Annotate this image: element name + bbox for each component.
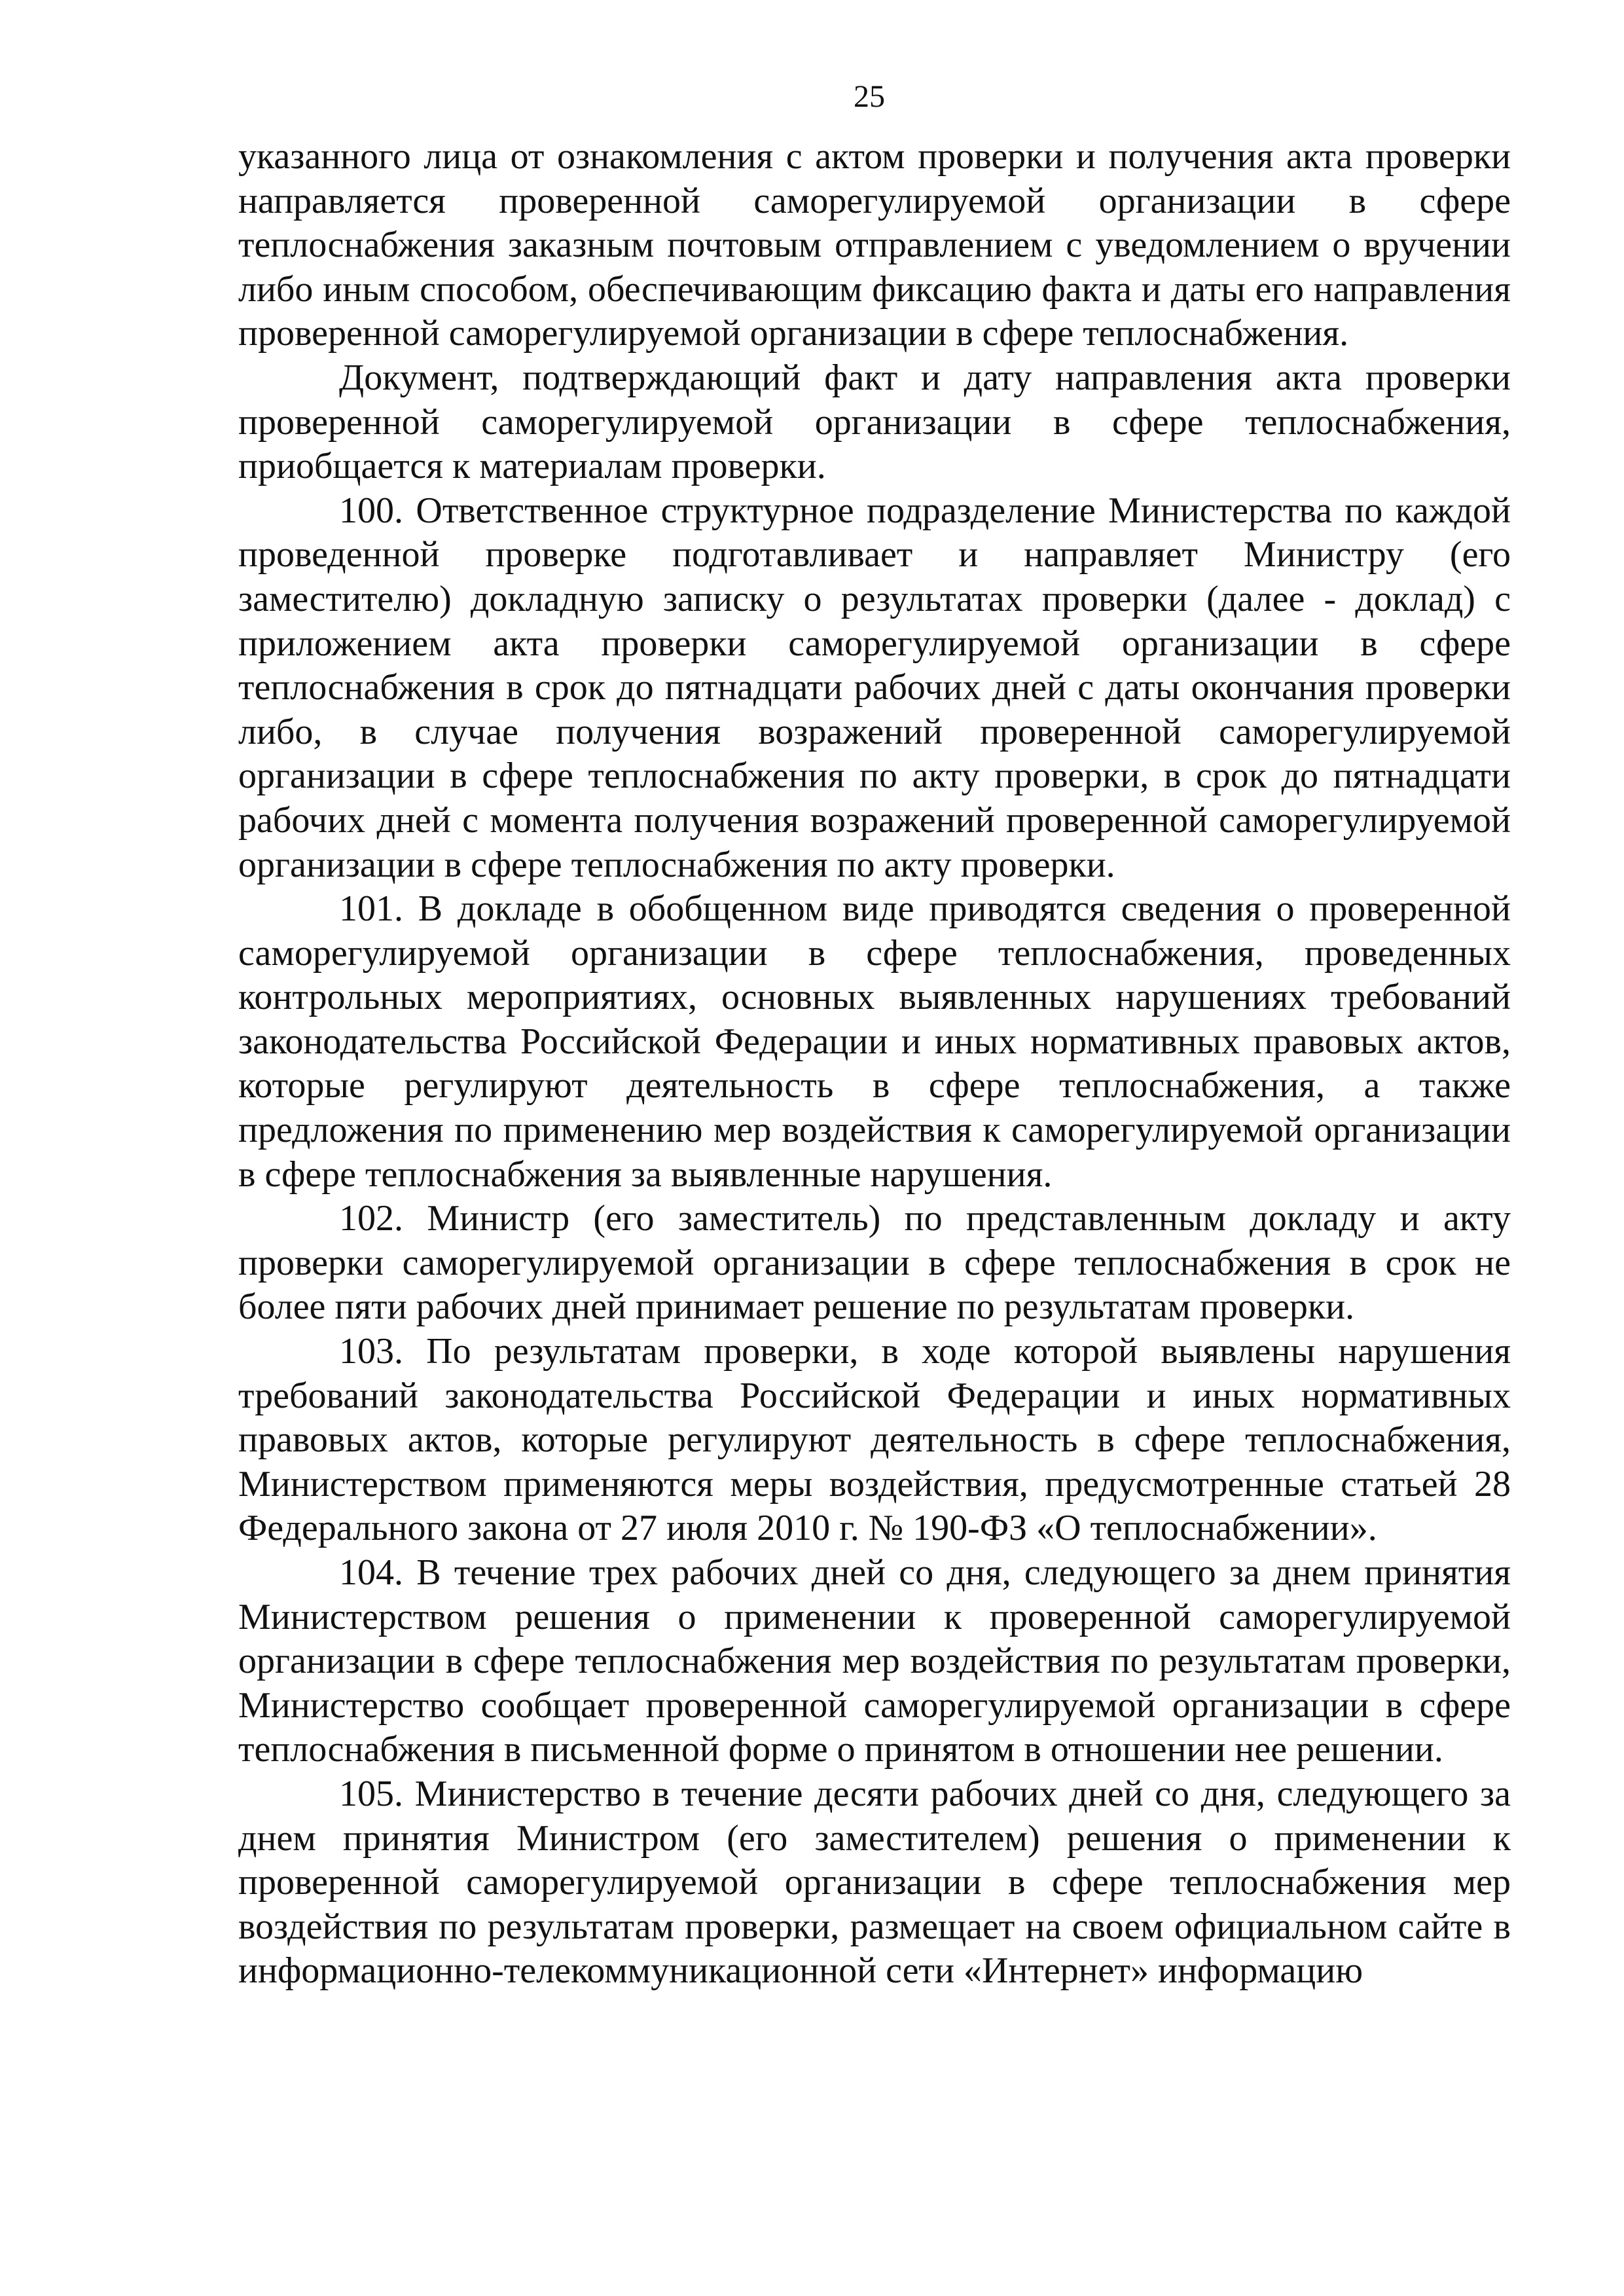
paragraph-number: 100.	[339, 490, 403, 531]
paragraph-text: Ответственное структурное подразделение Министерства по каждой проведенной проверке подготавливает и направляет Министру (его заместителю) докладную записку о результатах проверки (далее - доклад) с приложением акта проверки саморегулируемой организации в сфере теплоснабжения в срок до пятнадцати рабочих дней с даты окончания проверки либо, в случае получения возражений проверенной саморегулируемой организации в сфере теплоснабжения по акту проверки, в срок до пятнадцати рабочих дней с момента получения возражений проверенной саморегулируемой организации в сфере теплоснабжения по акту проверки.	[238, 490, 1511, 885]
paragraph-continuation	[238, 135, 1511, 356]
paragraph-number: 101.	[339, 888, 403, 930]
paragraph-text: Министерство в течение десяти рабочих дней со дня, следующего за днем принятия Министром (его заместителем) решения о применении к проверенной саморегулируемой организации в сфере теплоснабжения мер воздействия по результатам проверки, размещает на своем официальном сайте в информационно-телекоммуникационной сети «Интернет» информацию	[238, 1773, 1511, 1992]
paragraph-105	[238, 1772, 1511, 1994]
paragraph-text: Министр (его заместитель) по представленным докладу и акту проверки саморегулируемой организации в сфере теплоснабжения в срок не более пяти рабочих дней принимает решение по результатам проверки.	[238, 1198, 1511, 1328]
paragraph-100	[238, 489, 1511, 887]
paragraph-number: 104.	[339, 1552, 403, 1593]
paragraph-103	[238, 1330, 1511, 1551]
paragraph-text: По результатам проверки, в ходе которой выявлены нарушения требований законодательства Российской Федерации и иных нормативных правовых актов, которые регулируют деятельность в сфере теплоснабжения, Министерством применяются меры воздействия, предусмотренные статьей 28 Федерального закона от 27 июля 2010 г. № 190-ФЗ «О теплоснабжении».	[238, 1331, 1511, 1549]
paragraph-text: Документ, подтверждающий факт и дату направления акта проверки проверенной саморегулируемой организации в сфере теплоснабжения, приобщается к материалам проверки.	[238, 357, 1511, 487]
paragraph-text: В течение трех рабочих дней со дня, следующего за днем принятия Министерством решения о применении к проверенной саморегулируемой организации в сфере теплоснабжения мер воздействия по результатам проверки, Министерство сообщает проверенной саморегулируемой организации в сфере теплоснабжения в письменной форме о принятом в отношении нее решении.	[238, 1552, 1511, 1770]
document-body	[238, 135, 1511, 1994]
paragraph-101	[238, 887, 1511, 1197]
paragraph-102	[238, 1197, 1511, 1330]
paragraph-document-attachment	[238, 356, 1511, 489]
paragraph-text: указанного лица от ознакомления с актом проверки и получения акта проверки направляется проверенной саморегулируемой организации в сфере теплоснабжения заказным почтовым отправлением с уведомлением о вручении либо иным способом, обеспечивающим фиксацию факта и даты его направления проверенной саморегулируемой организации в сфере теплоснабжения.	[238, 136, 1511, 354]
paragraph-number: 105.	[339, 1773, 403, 1814]
paragraph-number: 103.	[339, 1331, 403, 1372]
paragraph-104	[238, 1551, 1511, 1772]
paragraph-text: В докладе в обобщенном виде приводятся сведения о проверенной саморегулируемой организации в сфере теплоснабжения, проведенных контрольных мероприятиях, основных выявленных нарушениях требований законодательства Российской Федерации и иных нормативных правовых актов, которые регулируют деятельность в сфере теплоснабжения, а также предложения по применению мер воздействия к саморегулируемой организации в сфере теплоснабжения за выявленные нарушения.	[238, 888, 1511, 1195]
page-number: 25	[854, 79, 885, 114]
paragraph-number: 102.	[339, 1198, 403, 1239]
